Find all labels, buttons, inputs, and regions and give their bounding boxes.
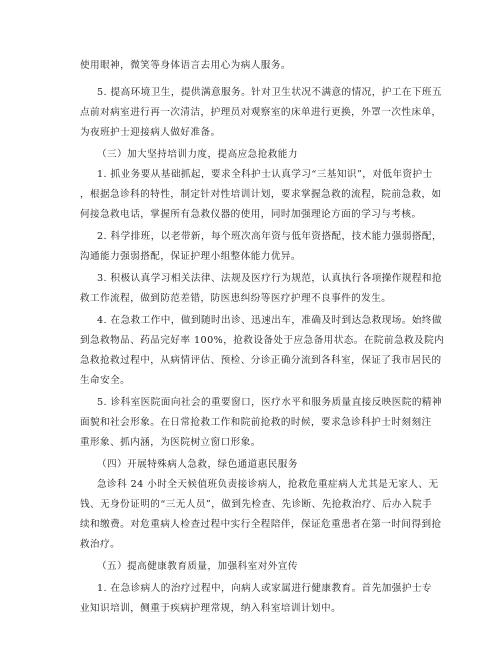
section-heading: （三）加大坚持培训力度，提高应急抢救能力	[97, 149, 298, 160]
text-line: 业知识培训，侧重于疾病护理常规，纳入科室培训计划中。	[80, 603, 342, 614]
text-line: 到急救物品、药品完好率 100%，抢救设备处于应急备用状态。在院前急救及院内	[80, 335, 445, 346]
text-line: 生命安全。	[80, 375, 131, 386]
text-line: 钱、无身份证明的“三无人员”，做到先检查、先诊断、先抢救治疗、后办入院手	[80, 499, 433, 510]
text-line: 面貌和社会形象。在日常抢救工作和院前抢救的时候，要求急诊科护士时刻刻注	[80, 417, 432, 428]
text-line: 2. 科学排班，以老带新，每个班次高年资与低年资搭配，技术能力强弱搭配，	[97, 231, 442, 242]
text-line: 急诊科 24 小时全天候值班负责接诊病人，抢救危重症病人尤其是无家人、无	[97, 479, 439, 490]
text-line: 沟通能力强弱搭配，保证护理小组整体能力优异。	[80, 251, 301, 262]
text-line: 5. 提高环境卫生，提供满意服务。针对卫生状况不满意的情况，护工在下班五	[97, 87, 442, 98]
text-line: ，根据急诊科的特性，制定针对性培训计划，要求掌握急救的流程，院前急救，如	[80, 189, 442, 200]
text-line: 使用眼神，微笑等身体语言去用心为病人服务。	[80, 60, 291, 71]
text-line: 续和缴费。对危重病人检查过程中实行全程陪伴，保证危重患者在第一时间得到抢	[80, 519, 442, 530]
section-heading: （五）提高健康教育质量，加强科室对外宣传	[97, 561, 298, 572]
section-heading: （四）开展特殊病人急救，绿色通道惠民服务	[97, 459, 298, 470]
text-line: 5. 诊科室医院面向社会的重要窗口，医疗水平和服务质量直接反映医院的精神	[97, 397, 442, 408]
text-line: 点前对病室进行再一次清洁，护理员对观察室的床单进行更换，外罩一次性床单，	[80, 107, 442, 118]
text-line: 救工作流程，做到防范差错，防医患纠纷等医疗护理不良事件的发生。	[80, 293, 392, 304]
text-line: 1. 在急诊病人的治疗过程中，向病人或家属进行健康教育。首先加强护士专	[97, 583, 432, 594]
text-line: 1. 抓业务要从基础抓起，要求全科护士认真学习“三基知识”，对低年资护士	[97, 169, 433, 180]
text-line: 何接急救电话，掌握所有急救仪器的使用，同时加强理论方面的学习与考核。	[80, 209, 422, 220]
text-line: 3. 积极认真学习相关法律、法规及医疗行为规范，认真执行各项操作规程和抢	[97, 273, 442, 284]
text-line: 为夜班护士迎接病人做好准备。	[80, 127, 221, 138]
text-line: 急救抢救过程中，从病情评估、预检、分诊正确分流到各科室，保证了我市居民的	[80, 355, 442, 366]
text-line: 重形象、抓内涵，为医院树立窗口形象。	[80, 437, 261, 448]
text-line: 救治疗。	[80, 539, 121, 550]
text-line: 4. 在急救工作中，做到随时出诊、迅速出车，准确及时到达急救现场。始终做	[97, 315, 442, 326]
